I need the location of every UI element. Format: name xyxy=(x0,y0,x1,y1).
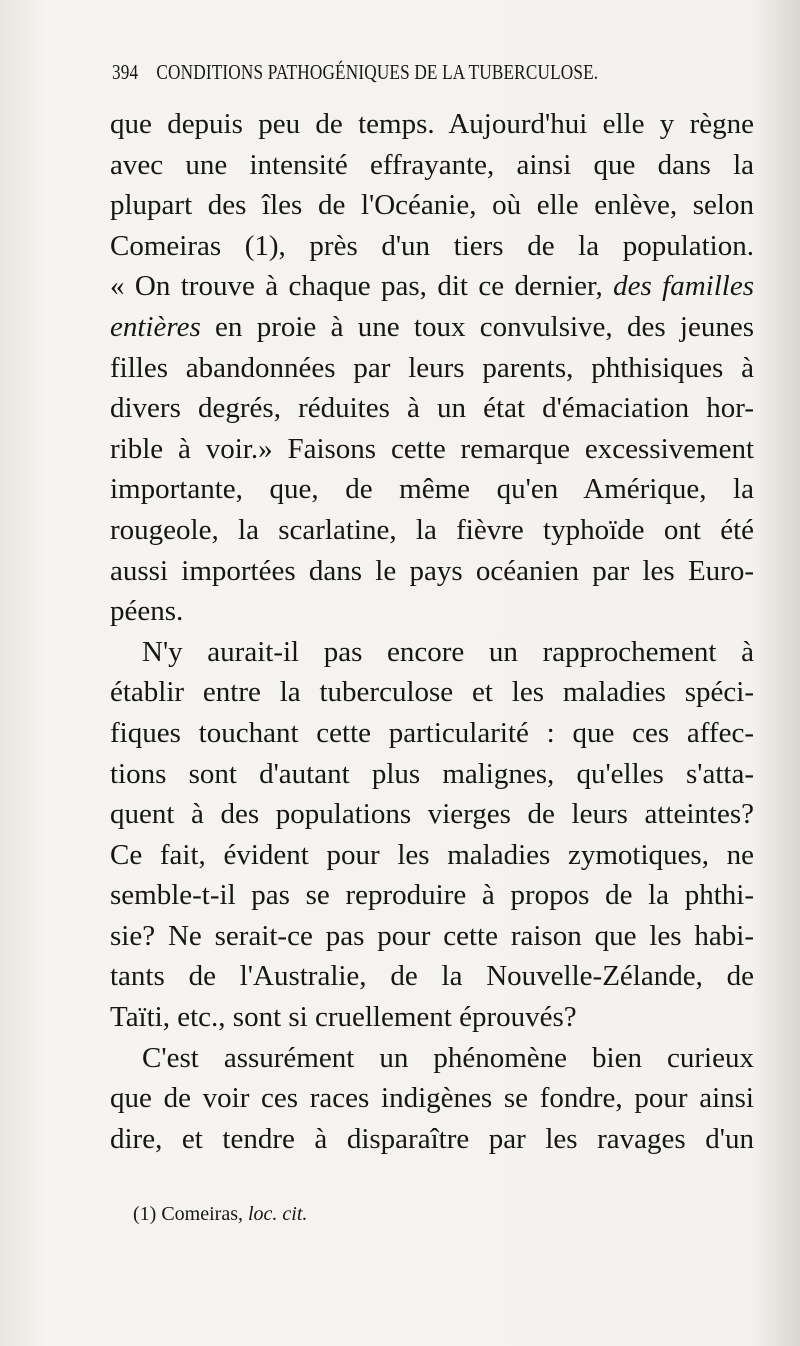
text-line: importante, que, de même qu'en Amérique, la xyxy=(110,473,754,506)
page-number: 394 xyxy=(112,60,139,84)
text-line: rougeole, la scarlatine, la fièvre typhoïde ont été xyxy=(110,513,754,546)
text-line: filles abandonnées par leurs parents, phthisiques à xyxy=(110,351,754,384)
text-line: dire, et tendre à disparaître par les ravages d'un xyxy=(110,1122,754,1155)
text-line: tions sont d'autant plus malignes, qu'elles s'atta- xyxy=(110,757,754,790)
text-line: fiques touchant cette particularité : que ces affec- xyxy=(110,716,754,749)
footnote-marker: (1) xyxy=(133,1203,162,1225)
text-line: établir entre la tuberculose et les maladies spéci- xyxy=(110,676,754,709)
running-title: CONDITIONS PATHOGÉNIQUES DE LA TUBERCULOSE. xyxy=(156,60,599,84)
text-run: en proie à une toux convulsive, des jeunes xyxy=(200,310,754,343)
footnote-reference: loc. cit. xyxy=(247,1203,308,1225)
text-line: aussi importées dans le pays océanien par les Euro- xyxy=(110,554,754,587)
text-line: divers degrés, réduites à un état d'émaciation hor- xyxy=(110,392,754,425)
text-line: N'y aurait-il pas encore un rapprochement à xyxy=(142,635,754,668)
text-line: plupart des îles de l'Océanie, où elle enlève, selon xyxy=(110,189,754,222)
text-line: semble-t-il pas se reproduire à propos de la phthi- xyxy=(110,879,754,912)
text-line: sie? Ne serait-ce pas pour cette raison que les habi- xyxy=(110,919,754,952)
text-line xyxy=(110,266,754,307)
text-line: rible à voir.» Faisons cette remarque excessivement xyxy=(110,432,754,465)
footnote-author: Comeiras, xyxy=(161,1203,248,1225)
text-line: Taïti, etc., sont si cruellement éprouvés? xyxy=(110,1001,577,1034)
text-line: que de voir ces races indigènes se fondre, pour ainsi xyxy=(110,1082,754,1115)
italic-run: entières xyxy=(110,310,201,343)
text-line: quent à des populations vierges de leurs atteintes? xyxy=(110,798,754,831)
text-line: Comeiras (1), près d'un tiers de la population. xyxy=(110,229,754,262)
running-header xyxy=(112,60,599,85)
text-line: péens. xyxy=(110,595,184,628)
text-line: Ce fait, évident pour les maladies zymotiques, ne xyxy=(110,838,754,871)
footnote xyxy=(133,1203,307,1226)
italic-run: des familles xyxy=(613,270,754,303)
body-text xyxy=(110,104,754,1159)
text-line: tants de l'Australie, de la Nouvelle-Zélande, de xyxy=(110,960,754,993)
text-line: avec une intensité effrayante, ainsi que dans la xyxy=(110,148,754,181)
text-line: C'est assurément un phénomène bien curieux xyxy=(142,1041,754,1074)
text-run: « On trouve à chaque pas, dit ce dernier, xyxy=(110,270,614,303)
text-line xyxy=(110,307,754,348)
text-line: que depuis peu de temps. Aujourd'hui elle y règne xyxy=(110,108,754,140)
